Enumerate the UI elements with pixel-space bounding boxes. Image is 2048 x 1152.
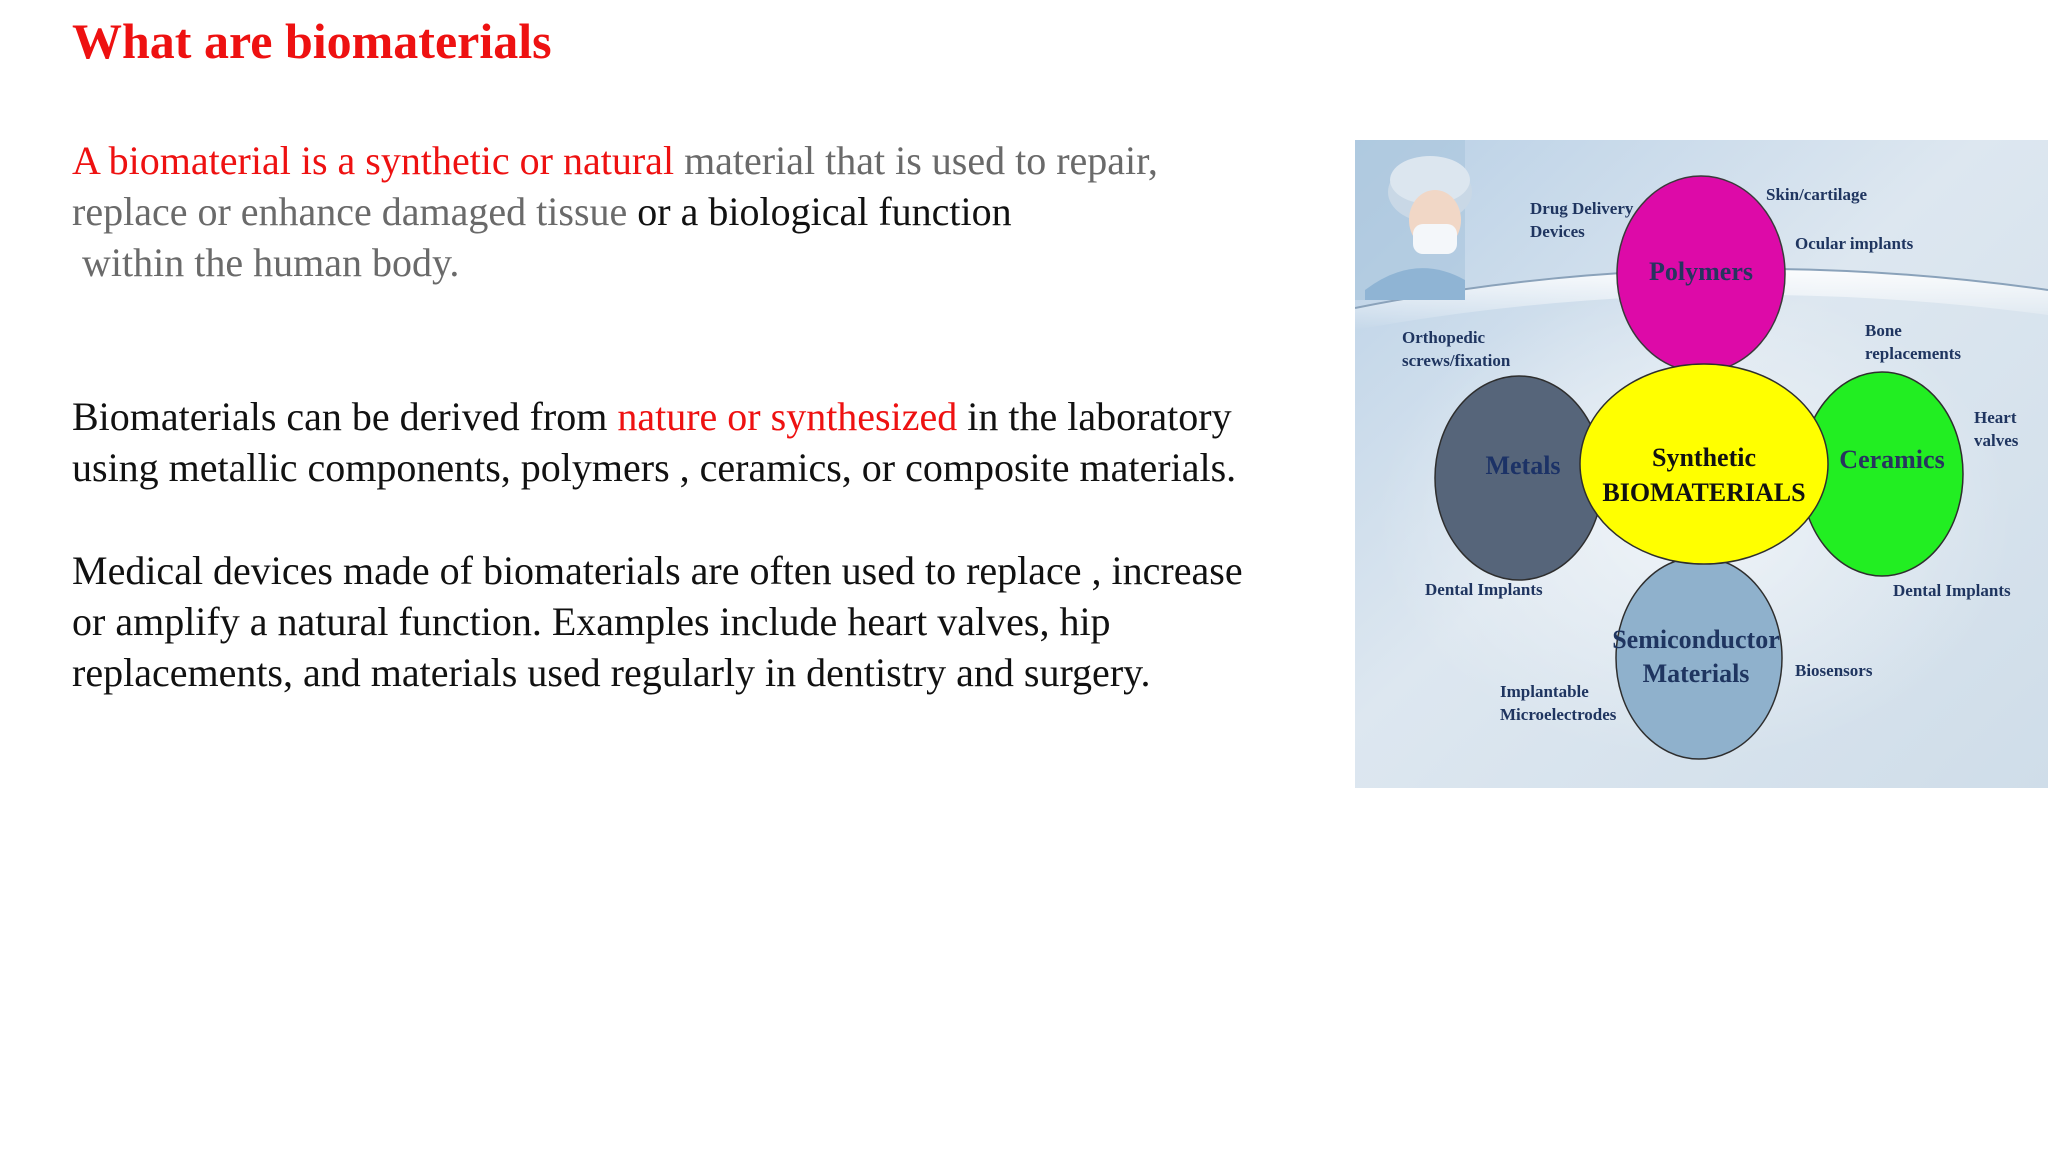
derivation-paragraph	[72, 391, 1236, 493]
devices-line-3: replacements, and materials used regularly in dentistry and surgery.	[72, 650, 1151, 695]
definition-highlight: A biomaterial is a synthetic or natural	[72, 138, 675, 183]
definition-text-2: replace or enhance damaged tissue	[72, 189, 628, 234]
annotation-drug-delivery-1: Drug Delivery	[1530, 199, 1634, 218]
diagram-svg	[1355, 140, 2048, 788]
annotation-implantable-1: Implantable	[1500, 682, 1589, 701]
derivation-text-1: Biomaterials can be derived from	[72, 394, 618, 439]
annotation-bone-1: Bone	[1865, 321, 1902, 340]
semiconductor-label-2: Materials	[1642, 658, 1750, 688]
annotation-dental-right: Dental Implants	[1893, 581, 2011, 600]
devices-line-2: or amplify a natural function. Examples include heart valves, hip	[72, 599, 1111, 644]
annotation-biosensors: Biosensors	[1795, 661, 1873, 680]
definition-paragraph	[72, 135, 1158, 288]
biomaterials-diagram	[1355, 140, 2048, 788]
metals-label: Metals	[1485, 450, 1561, 480]
slide-title: What are biomaterials	[72, 13, 552, 69]
node-center	[1580, 364, 1828, 564]
derivation-line-2: using metallic components, polymers , ceramics, or composite materials.	[72, 445, 1237, 490]
annotation-dental-left: Dental Implants	[1425, 580, 1543, 599]
node-metals	[1435, 376, 1603, 580]
annotation-drug-delivery-2: Devices	[1530, 222, 1585, 241]
definition-line-1	[72, 135, 1158, 186]
definition-text-3: or a biological function	[627, 189, 1012, 234]
ceramics-label: Ceramics	[1839, 444, 1945, 474]
definition-text-1: material that is used to repair,	[674, 138, 1158, 183]
node-polymers	[1617, 176, 1785, 372]
annotation-implantable-2: Microelectrodes	[1500, 705, 1617, 724]
surgeon-image	[1355, 140, 1472, 300]
annotation-bone-2: replacements	[1865, 344, 1961, 363]
semiconductor-label-1: Semiconductor	[1612, 624, 1780, 654]
annotation-orthopedic-1: Orthopedic	[1402, 328, 1486, 347]
center-label-2: BIOMATERIALS	[1602, 477, 1806, 507]
annotation-heart-2: valves	[1974, 431, 2019, 450]
center-label-1: Synthetic	[1652, 442, 1756, 472]
derivation-line-1	[72, 391, 1236, 442]
derivation-highlight: nature or synthesized	[617, 394, 958, 439]
polymers-label: Polymers	[1649, 256, 1753, 286]
devices-paragraph	[72, 545, 1243, 698]
annotation-skin-cartilage: Skin/cartilage	[1766, 185, 1868, 204]
derivation-text-2: in the laboratory	[957, 394, 1232, 439]
annotation-orthopedic-2: screws/fixation	[1402, 351, 1511, 370]
definition-line-2	[72, 186, 1158, 237]
annotation-ocular-implants: Ocular implants	[1795, 234, 1914, 253]
devices-line-1: Medical devices made of biomaterials are often used to replace , increase	[72, 548, 1243, 593]
definition-line-3: within the human body.	[72, 240, 460, 285]
annotation-heart-1: Heart	[1974, 408, 2017, 427]
